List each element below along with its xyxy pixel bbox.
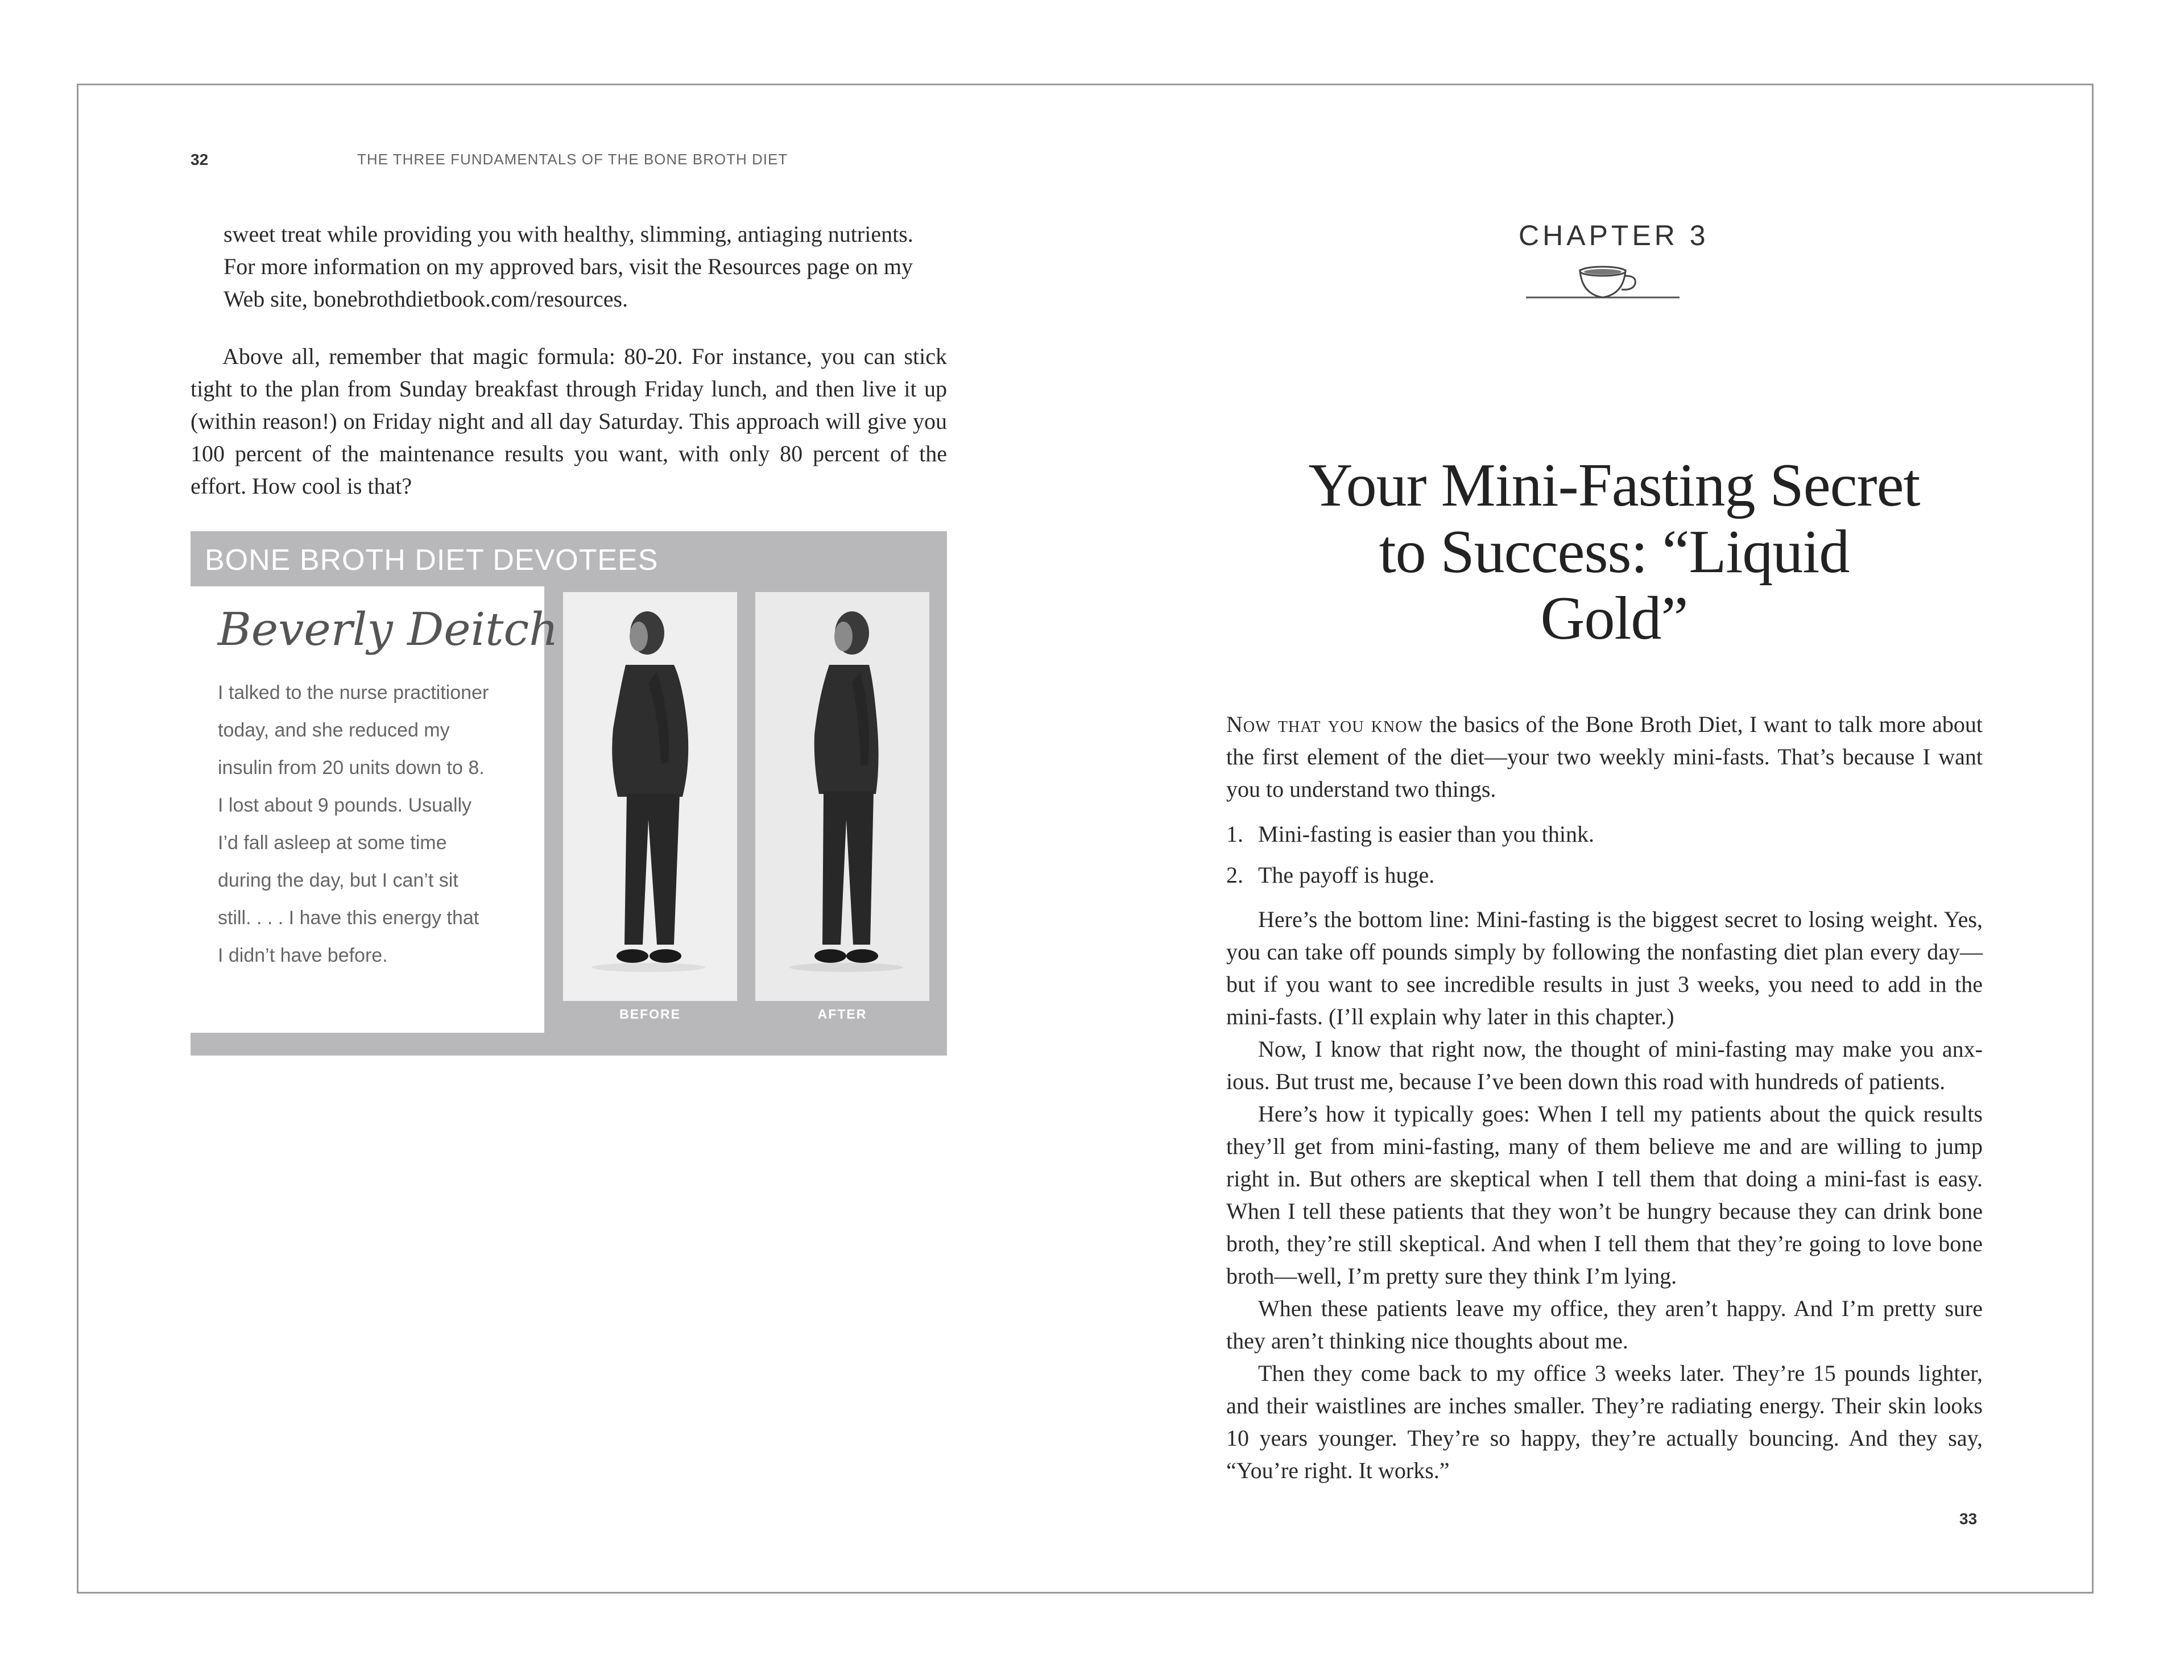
quote-line: insulin from 20 units down to 8. [218, 757, 485, 779]
paragraph-text: Here’s the bottom line: Mini-fasting is the biggest secret to losing weight. Yes, you can take off pounds simply by following the nonfasting diet plan every day—but if you want to see incredible results in just 3 weeks, you need to add in the mini-fasts. (I’ll explain why later in this chapter.) [1226, 907, 1983, 1029]
paragraph-text: Then they come back to my office 3 weeks later. They’re 15 pounds lighter, and their waistlines are inches smaller. They’re radiating energy. Their skin looks 10 years younger. They’re so happy, they’re actually bouncing. And they say, “You’re right. It works.” [1226, 1360, 1983, 1483]
after-person-silhouette [755, 592, 929, 1001]
after-caption: AFTER [817, 1007, 867, 1021]
quote-line: during the day, but I can’t sit [218, 870, 458, 891]
quote-line: I’d fall asleep at some time [218, 832, 447, 854]
quote-line: I didn’t have before. [218, 945, 388, 966]
list-number: 1. [1226, 821, 1243, 847]
devotee-header: BONE BROTH DIET DEVOTEES [205, 544, 659, 577]
before-caption: BEFORE [619, 1007, 681, 1021]
running-head: THE THREE FUNDAMENTALS OF THE BONE BROTH DIET [357, 151, 788, 168]
quote-line: I lost about 9 pounds. Usually [218, 795, 472, 816]
lead-in: Now that you know [1226, 711, 1423, 737]
devotee-quote [218, 674, 536, 974]
title-line: to Success: “Liquid Gold” [1379, 518, 1850, 652]
paragraph-text: When these patients leave my office, they aren’t happy. And I’m pretty sure they aren’t thinking nice thoughts about me. [1226, 1296, 1983, 1354]
chapter-title [1301, 452, 1927, 652]
after-photo [755, 592, 929, 1001]
devotee-name: Beverly Deitch [218, 603, 559, 656]
text-line: For more information on my approved bars, visit the Resources page on my [224, 254, 913, 279]
list-text: Mini-fasting is easier than you think. [1258, 821, 1595, 847]
text-line: sweet treat while providing you with healthy, slimming, antiaging nutrients. [224, 221, 913, 247]
quote-line: today, and she reduced my [218, 719, 450, 741]
intro-paragraph [1226, 708, 1983, 805]
continued-paragraph [224, 218, 947, 315]
list-number: 2. [1226, 862, 1243, 888]
title-line: Your Mini-Fasting Secret [1308, 452, 1920, 519]
before-person-silhouette [563, 592, 737, 1001]
list-text: The payoff is huge. [1258, 862, 1435, 888]
intro-text: the basics of the Bone Broth Diet, I want to talk more about the first element of the diet—your two weekly mini-fasts. That’s because I want you to understand two things. [1226, 711, 1983, 802]
quote-line: I talked to the nurse practitioner [218, 682, 489, 704]
list-item [1226, 859, 1434, 891]
body-paragraph [191, 340, 947, 502]
teacup-icon [1526, 259, 1680, 318]
paragraph-text: Here’s how it typically goes: When I tell my patients about the quick results they’ll get from mini-fasting, many of them believe me and are willing to jump right in. But others are skeptical when I tell them that doing a mini-fast is easy. When I tell these patients that they won’t be hungry because they can drink bone broth, they’re still skeptical. And when I tell them that they’re going to love bone broth—well, I’m pretty sure they think I’m lying. [1226, 1101, 1983, 1289]
body-paragraphs [1226, 903, 1983, 1487]
text-line: Web site, bonebrothdietbook.com/resources. [224, 286, 628, 312]
paragraph-text: Now, I know that right now, the thought of mini-fasting may make you anx-ious. But trust me, because I’ve been down this road with hundreds of patients. [1226, 1036, 1983, 1094]
quote-line: still. . . . I have this energy that [218, 907, 479, 929]
before-photo [563, 592, 737, 1001]
list-item [1226, 818, 1594, 850]
chapter-label: CHAPTER 3 [1519, 220, 1709, 251]
page-number-right: 33 [1959, 1510, 1978, 1528]
page-number-left: 32 [191, 151, 209, 168]
paragraph-text: Above all, remember that magic formula: 80-20. For instance, you can stick tight to the plan from Sunday breakfast through Friday lunch, and then live it up (within reason!) on Friday night and all day Saturday. This approach will give you 100 percent of the maintenance results you want, with only 80 percent of the effort. How cool is that? [191, 344, 947, 499]
